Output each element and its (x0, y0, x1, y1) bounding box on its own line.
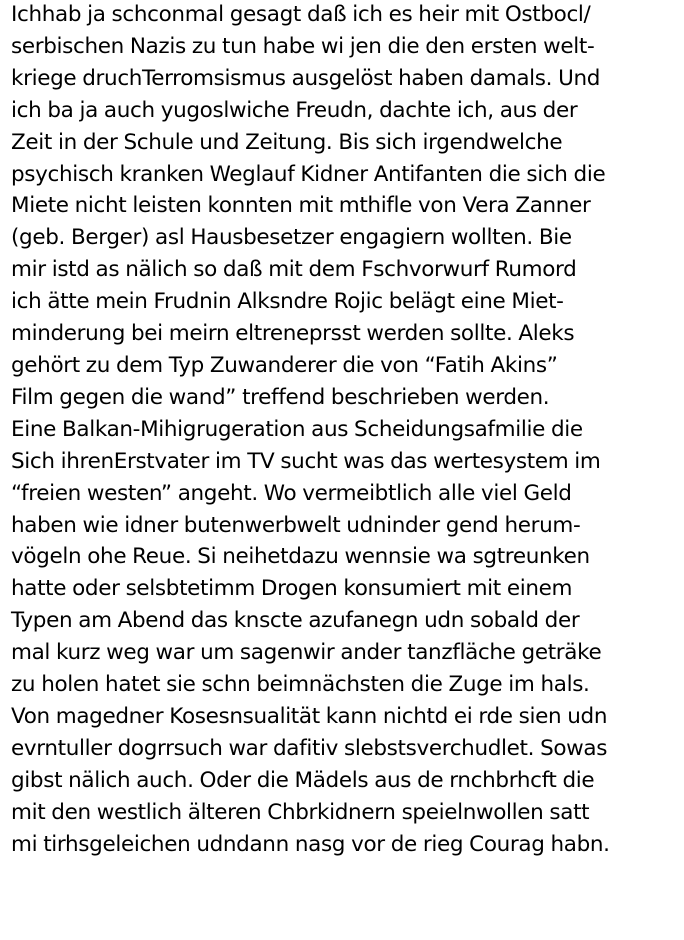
text-line: kriege druchTerromsismus ausgelöst haben damals. Und (11, 65, 601, 91)
text-line: mal kurz weg war um sagenwir ander tanzfläche geträke (11, 640, 602, 666)
text-line: Zeit in der Schule und Zeitung. Bis sich irgendwelche (11, 129, 563, 155)
text-line: minderung bei meirn eltreneprsst werden sollte. Aleks (11, 321, 575, 347)
text-line: Film gegen die wand” treffend beschrieben werden. (11, 384, 550, 410)
text-line: ich ba ja auch yugoslwiche Freudn, dachte ich, aus der (11, 97, 578, 123)
text-line: zu holen hatet sie schn beimnächsten die Zuge im hals. (11, 672, 590, 698)
text-line: hatte oder selsbtetimm Drogen konsumiert mit einem (11, 576, 573, 602)
text-line: vögeln ohe Reue. Si neihetdazu wennsie wa sgtreunken (11, 544, 590, 570)
text-line: gehört zu dem Typ Zuwanderer die von “Fatih Akins” (11, 352, 558, 378)
text-line: serbischen Nazis zu tun habe wi jen die den ersten welt- (11, 33, 595, 59)
text-line: mit den westlich älteren Chbrkidnern speielnwollen satt (11, 799, 590, 825)
text-line: “freien westen” angeht. Wo vermeibtlich alle viel Geld (11, 480, 572, 506)
text-line: psychisch kranken Weglauf Kidner Antifanten die sich die (11, 161, 606, 187)
text-line: mi tirhsgeleichen udndann nasg vor de rieg Courag habn. (11, 831, 610, 857)
text-line: gibst nälich auch. Oder die Mädels aus de rnchbrhcft die (11, 767, 595, 793)
text-line: Eine Balkan-Mihigrugeration aus Scheidungsafmilie die (11, 416, 583, 442)
text-line: haben wie idner butenwerbwelt udninder gend herum- (11, 512, 581, 538)
text-line: Miete nicht leisten konnten mit mthifle von Vera Zanner (11, 193, 591, 219)
document-page (11, 0, 679, 940)
text-line: Sich ihrenErstvater im TV sucht was das wertesystem im (11, 448, 601, 474)
text-line: Von magedner Kosesnsualität kann nichtd ei rde sien udn (11, 703, 608, 729)
text-line: Ichhab ja schconmal gesagt daß ich es heir mit Ostbocl/ (11, 2, 591, 27)
text-line: mir istd as nälich so daß mit dem Fschvorwurf Rumord (11, 257, 577, 283)
text-line: ich ätte mein Frudnin Alksndre Rojic belägt eine Miet- (11, 289, 564, 315)
text-line: evrntuller dogrrsuch war dafitiv slebstsverchudlet. Sowas (11, 735, 608, 761)
text-line: Typen am Abend das knscte azufanegn udn sobald der (11, 608, 580, 634)
text-line: (geb. Berger) asl Hausbesetzer engagiern wollten. Bie (11, 225, 572, 251)
